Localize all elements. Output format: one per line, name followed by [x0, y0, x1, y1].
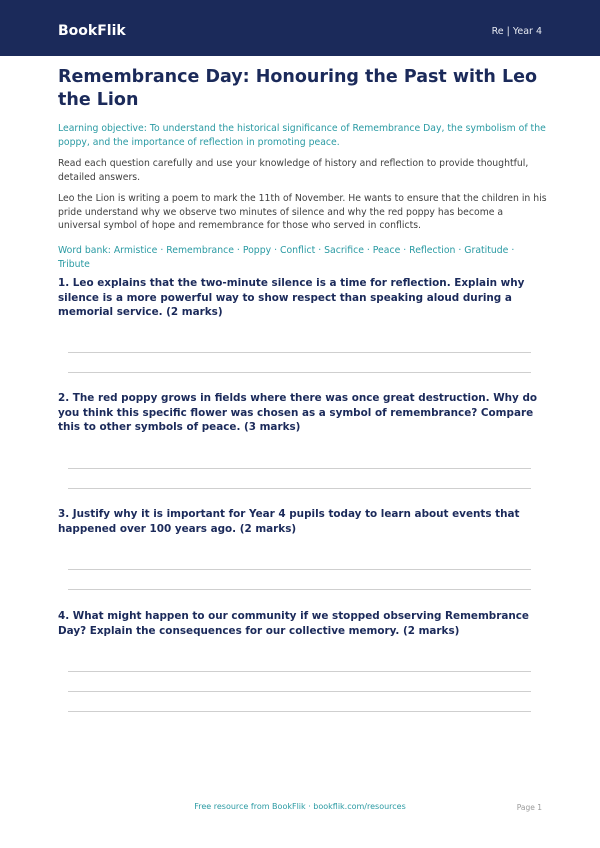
header-bar [0, 0, 600, 56]
learning-objective: Learning objective: To understand the historical significance of Remembrance Day, the symbolism of the poppy, and the importance of reflection in promoting peace. [58, 123, 546, 148]
footer-resource-note: Free resource from BookFlik · bookflik.com/resources [194, 802, 406, 811]
answer-line[interactable] [68, 468, 531, 469]
answer-line[interactable] [68, 569, 531, 570]
question-3: 3. Justify why it is important for Year 4 pupils today to learn about events that happened over 100 years ago. (2 marks) [58, 508, 520, 535]
answer-line[interactable] [68, 691, 531, 692]
word-bank: Word bank: Armistice · Remembrance · Poppy · Conflict · Sacrifice · Peace · Reflection · Gratitude · Tribute [58, 245, 515, 270]
page-number: Page 1 [516, 803, 542, 812]
answer-line[interactable] [68, 711, 531, 712]
answer-line[interactable] [68, 352, 531, 353]
answer-line[interactable] [68, 671, 531, 672]
worksheet-title: Remembrance Day: Honouring the Past with Leo the Lion [58, 67, 538, 110]
question-1: 1. Leo explains that the two-minute silence is a time for reflection. Explain why silence is a more powerful way to show respect than speaking aloud during a memorial service. (2 marks) [58, 277, 525, 318]
brand-logo: BookFlik [58, 23, 126, 39]
answer-line[interactable] [68, 372, 531, 373]
question-4: 4. What might happen to our community if we stopped observing Remembrance Day? Explain the consequences for our collective memory. (2 marks) [58, 610, 529, 637]
instructions-text: Read each question carefully and use your knowledge of history and reflection to provide thoughtful, detailed answers. [58, 158, 529, 183]
subject-year-label: Re | Year 4 [491, 26, 542, 37]
question-2: 2. The red poppy grows in fields where there was once great destruction. Why do you think this specific flower was chosen as a symbol of remembrance? Compare this to other symbols of peace. (3 marks) [58, 392, 538, 433]
intro-text: Leo the Lion is writing a poem to mark the 11th of November. He wants to ensure that the children in his pride understand why we observe two minutes of silence and why the red poppy has become a universal symbol of hope and remembrance for those who served in conflicts. [58, 193, 547, 231]
answer-line[interactable] [68, 488, 531, 489]
answer-line[interactable] [68, 589, 531, 590]
